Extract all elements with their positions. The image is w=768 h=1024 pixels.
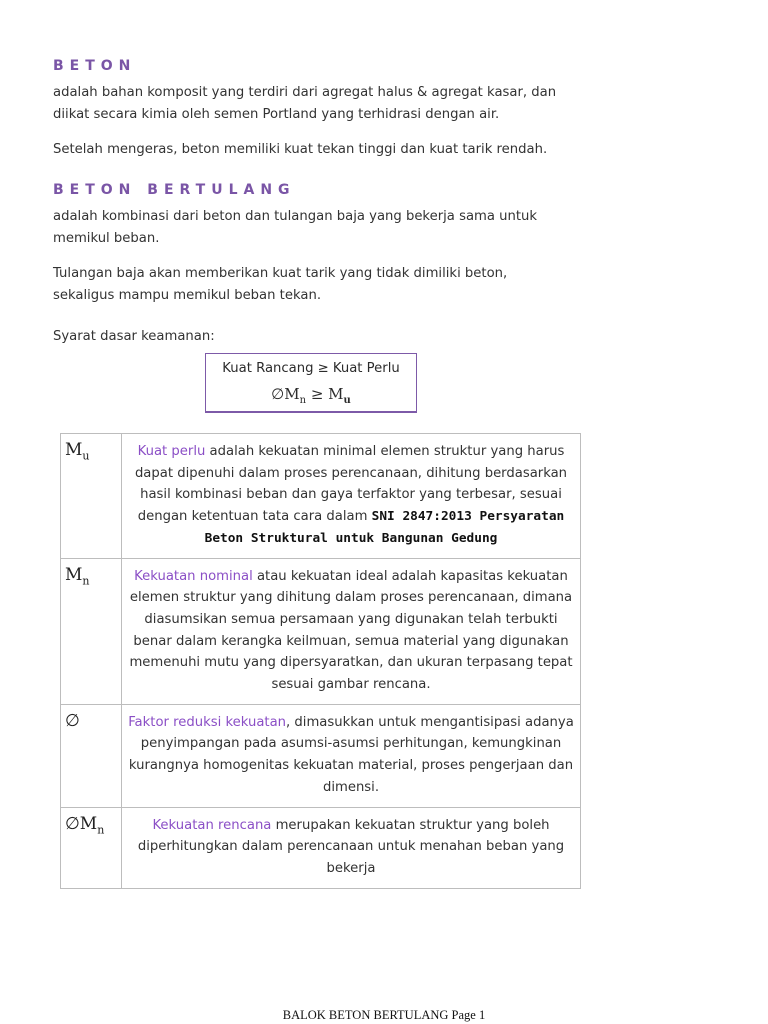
term: Faktor reduksi kekuatan (128, 714, 287, 730)
symbol: ∅M (65, 813, 98, 834)
term: Kekuatan rencana (152, 817, 272, 833)
symbol: M (65, 440, 83, 460)
description-text: , dimasukkan untuk mengantisipasi adanya penyimpangan pada asumsi-asumsi perhitungan, kemungkinan kurangnya homogenitas kekuatan material, proses pengerjaan dan dimensi. (128, 714, 574, 795)
description-text: atau kekuatan ideal adalah kapasitas kekuatan elemen struktur yang dihitung dalam proses perencanaan, dimana diasumsikan semua persamaan yang digunakan telah terbukti benar dalam kerangka keilmuan, semua material yang digunakan memenuhi mutu yang dipersyaratkan, dan ukuran terpasang tepat sesuai gambar rencana. (129, 568, 573, 693)
definition-row-phi (61, 704, 581, 807)
term: Kekuatan nominal (134, 568, 253, 584)
tulangan-description-line1: Tulangan baja akan memberikan kuat tarik yang tidak dimiliki beton, (53, 266, 508, 281)
definition-row-phi-mn (61, 807, 581, 888)
definition-row-mu (61, 434, 581, 559)
description-text: merupakan kekuatan struktur yang boleh diperhitungkan dalam perencanaan untuk menahan beban yang bekerja (137, 817, 565, 876)
description-cell (122, 434, 581, 559)
description-cell (122, 807, 581, 888)
tulangan-description-line2: sekaligus mampu memikul beban tekan. (53, 288, 322, 303)
symbol-subscript: n (82, 573, 90, 587)
formula-equation: $\emptyset M_n \ge M_u$ (271, 385, 351, 406)
definitions-table (60, 433, 581, 889)
symbol: M (65, 564, 83, 585)
heading-beton: BETON (53, 58, 137, 74)
safety-requirement-label: Syarat dasar keamanan: (53, 329, 215, 344)
definition-row-mn (61, 558, 581, 704)
description-cell (122, 558, 581, 704)
beton-property: Setelah mengeras, beton memiliki kuat tekan tinggi dan kuat tarik rendah. (53, 142, 548, 157)
symbol-cell (61, 704, 122, 807)
symbol-subscript: n (97, 822, 105, 836)
symbol-cell (61, 807, 122, 888)
symbol-cell (61, 434, 122, 559)
standard-reference: SNI 2847:2013 Persyaratan Beton Struktural untuk Bangunan Gedung (204, 509, 565, 546)
formula-text: Kuat Rancang ≥ Kuat Perlu (222, 361, 400, 376)
symbol-cell (61, 558, 122, 704)
term: Kuat perlu (137, 444, 206, 459)
formula-box (205, 353, 417, 413)
beton-definition-line1: adalah bahan komposit yang terdiri dari agregat halus & agregat kasar, dan (53, 85, 557, 100)
beton-bertulang-definition-line1: adalah kombinasi dari beton dan tulangan baja yang bekerja sama untuk (53, 209, 538, 224)
heading-beton-bertulang: BETON BERTULANG (53, 182, 296, 198)
symbol-subscript: u (82, 449, 90, 463)
beton-bertulang-definition-line2: memikul beban. (53, 231, 160, 246)
page-footer: BALOK BETON BERTULANG Page 1 (282, 1008, 486, 1022)
description-text: adalah kekuatan minimal elemen struktur yang harus dapat dipenuhi dalam proses perencanaan, dihitung berdasarkan hasil kombinasi beban dan gaya terfaktor yang terbesar, sesuai dengan ketentuan tata cara dalam (134, 444, 568, 525)
symbol: ∅ (65, 710, 80, 731)
beton-definition-line2: diikat secara kimia oleh semen Portland yang terhidrasi dengan air. (53, 107, 500, 122)
description-cell (122, 704, 581, 807)
